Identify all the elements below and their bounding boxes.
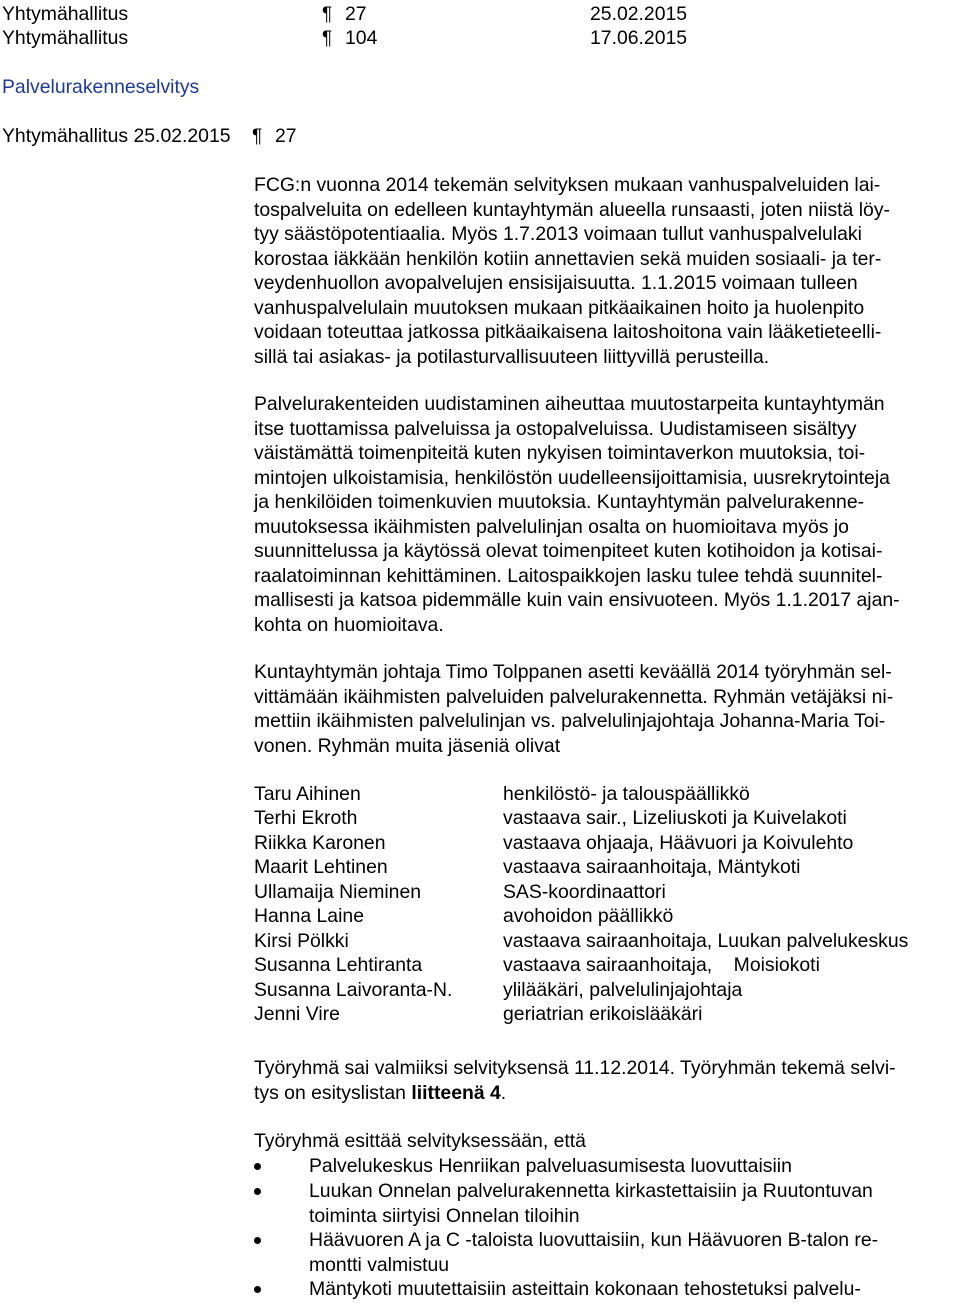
paragraph-4 <box>254 1056 954 1105</box>
member-role: avohoidon päällikkö <box>503 905 674 927</box>
header-date-2: 17.06.2015 <box>590 27 688 49</box>
member-role: vastaava sairaanhoitaja, Moisiokoti <box>503 954 820 976</box>
list-item-text: Häävuoren A ja C -taloista luovuttaisiin, kun Häävuoren B-talon re- <box>309 1229 879 1251</box>
paragraph-line: kohta on huomioitava. <box>254 613 444 636</box>
paragraph-1 <box>254 173 954 369</box>
member-role: ylilääkäri, palvelulinjajohtaja <box>503 979 743 1001</box>
list-item-text: Palvelukeskus Henriikan palveluasumisesta luovuttaisiin <box>309 1155 792 1177</box>
member-role: vastaava sairaanhoitaja, Mäntykoti <box>503 856 801 878</box>
paragraph-line: sillä tai asiakas- ja potilasturvallisuuteen liittyvillä perusteilla. <box>254 345 770 368</box>
paragraph-3 <box>254 660 954 758</box>
paragraph-line: vanhuspalvelulain muutoksen mukaan pitkäaikainen hoito ja huolenpito <box>254 296 865 319</box>
list-item-text: toiminta siirtyisi Onnelan tiloihin <box>309 1204 580 1227</box>
paragraph-text: . <box>500 1081 507 1104</box>
paragraph-line: Palvelurakenteiden uudistaminen aiheuttaa muutostarpeita kuntayhtymän <box>254 393 885 415</box>
member-name: Susanna Laivoranta-N. <box>254 979 453 1001</box>
reference-body: Yhtymähallitus 25.02.2015 <box>2 125 231 147</box>
member-name: Hanna Laine <box>254 905 364 927</box>
pilcrow-icon: ¶ <box>322 28 333 49</box>
member-name: Terhi Ekroth <box>254 807 358 829</box>
attachment-reference: liitteenä 4 <box>411 1081 501 1104</box>
header-body-2: Yhtymähallitus <box>2 27 129 49</box>
pilcrow-icon: ¶ <box>322 4 333 25</box>
paragraph-text: tys on esityslistan <box>254 1081 412 1104</box>
header-number-1: 27 <box>345 3 367 25</box>
header-date-1: 25.02.2015 <box>590 3 688 25</box>
paragraph-line: Työryhmä sai valmiiksi selvityksensä 11.12.2014. Työryhmän tekemä selvi- <box>254 1057 896 1079</box>
paragraph-2 <box>254 392 954 637</box>
list-item-text: Luukan Onnelan palvelurakennetta kirkastettaisiin ja Ruutontuvan <box>309 1180 873 1202</box>
member-name: Kirsi Pölkki <box>254 930 349 952</box>
paragraph-line: ja henkilöiden toimenkuvien muutoksia. Kuntayhtymän palvelurakenne- <box>254 491 865 513</box>
paragraph-5 <box>254 1129 954 1154</box>
pilcrow-icon: ¶ <box>252 126 263 147</box>
header-body-1: Yhtymähallitus <box>2 3 129 25</box>
list-item-text: montti valmistuu <box>309 1253 450 1276</box>
paragraph-line: muutoksessa ikäihmisten palvelulinjan osalta on huomioitava myös jo <box>254 515 849 538</box>
member-role: vastaava sair., Lizeliuskoti ja Kuivelakoti <box>503 807 847 829</box>
paragraph-line: itse tuottamissa palveluissa ja ostopalveluissa. Uudistamiseen sisältyy <box>254 417 857 440</box>
paragraph-line: veydenhuollon avopalvelujen ensisijaisuutta. 1.1.2015 voimaan tulleen <box>254 272 858 294</box>
paragraph-line: mintojen ulkoistamisia, henkilöstön uudelleensijoittamisia, uusrekrytointeja <box>254 466 890 489</box>
paragraph-line <box>254 1081 954 1106</box>
paragraph-line: vonen. Ryhmän muita jäseniä olivat <box>254 734 561 757</box>
member-name: Taru Aihinen <box>254 783 361 805</box>
list-item-text: Mäntykoti muutettaisiin asteittain kokonaan tehostetuksi palvelu- <box>309 1278 861 1300</box>
paragraph-line: tospalveluita on edelleen kuntayhtymän alueella runsaasti, joten niistä löy- <box>254 198 890 221</box>
paragraph-line: väistämättä toimenpiteitä kuten nykyisen toimintaverkon muutoksia, toi- <box>254 442 866 464</box>
member-role: henkilöstö- ja talouspäällikkö <box>503 783 750 805</box>
paragraph-line: Työryhmä esittää selvityksessään, että <box>254 1130 586 1152</box>
paragraph-line: raalatoiminnan kehittäminen. Laitospaikkojen lasku tulee tehdä suunnitel- <box>254 564 883 587</box>
bullet-icon <box>254 1237 261 1244</box>
member-role: vastaava ohjaaja, Häävuori ja Koivulehto <box>503 832 854 854</box>
paragraph-line: FCG:n vuonna 2014 tekemän selvityksen mukaan vanhuspalveluiden lai- <box>254 174 881 196</box>
member-name: Maarit Lehtinen <box>254 856 388 878</box>
bullet-icon <box>254 1188 261 1195</box>
paragraph-line: korostaa iäkkään henkilön kotiin annettavien sekä muiden sosiaali- ja ter- <box>254 247 882 270</box>
reference-number: 27 <box>275 125 297 147</box>
paragraph-line: suunnittelussa ja käytössä olevat toimenpiteet kuten kotihoidon ja kotisai- <box>254 540 883 562</box>
member-name: Jenni Vire <box>254 1003 340 1025</box>
member-role: vastaava sairaanhoitaja, Luukan palvelukeskus <box>503 930 909 952</box>
paragraph-line: voidaan toteuttaa jatkossa pitkäaikaisena laitoshoitona vain lääketieteelli- <box>254 321 882 343</box>
header-number-2: 104 <box>345 27 378 49</box>
paragraph-line: mettiin ikäihmisten palvelulinjan vs. palvelulinjajohtaja Johanna-Maria Toi- <box>254 710 886 732</box>
member-role: geriatrian erikoislääkäri <box>503 1003 703 1025</box>
paragraph-line: tyy säästöpotentiaalia. Myös 1.7.2013 voimaan tullut vanhuspalvelulaki <box>254 223 862 245</box>
member-name: Ullamaija Nieminen <box>254 881 422 903</box>
page-title: Palvelurakenneselvitys <box>2 76 200 98</box>
paragraph-line: vittämään ikäihmisten palveluiden palvelurakennetta. Ryhmän vetäjäksi ni- <box>254 685 894 708</box>
bullet-icon <box>254 1163 261 1170</box>
paragraph-line: Kuntayhtymän johtaja Timo Tolppanen asetti keväällä 2014 työryhmän sel- <box>254 661 892 683</box>
paragraph-line: mallisesti ja katsoa pidemmälle kuin vain ensivuoteen. Myös 1.1.2017 ajan- <box>254 589 900 611</box>
bullet-icon <box>254 1286 261 1293</box>
member-name: Riikka Karonen <box>254 832 386 854</box>
member-role: SAS-koordinaattori <box>503 881 666 903</box>
member-name: Susanna Lehtiranta <box>254 954 423 976</box>
